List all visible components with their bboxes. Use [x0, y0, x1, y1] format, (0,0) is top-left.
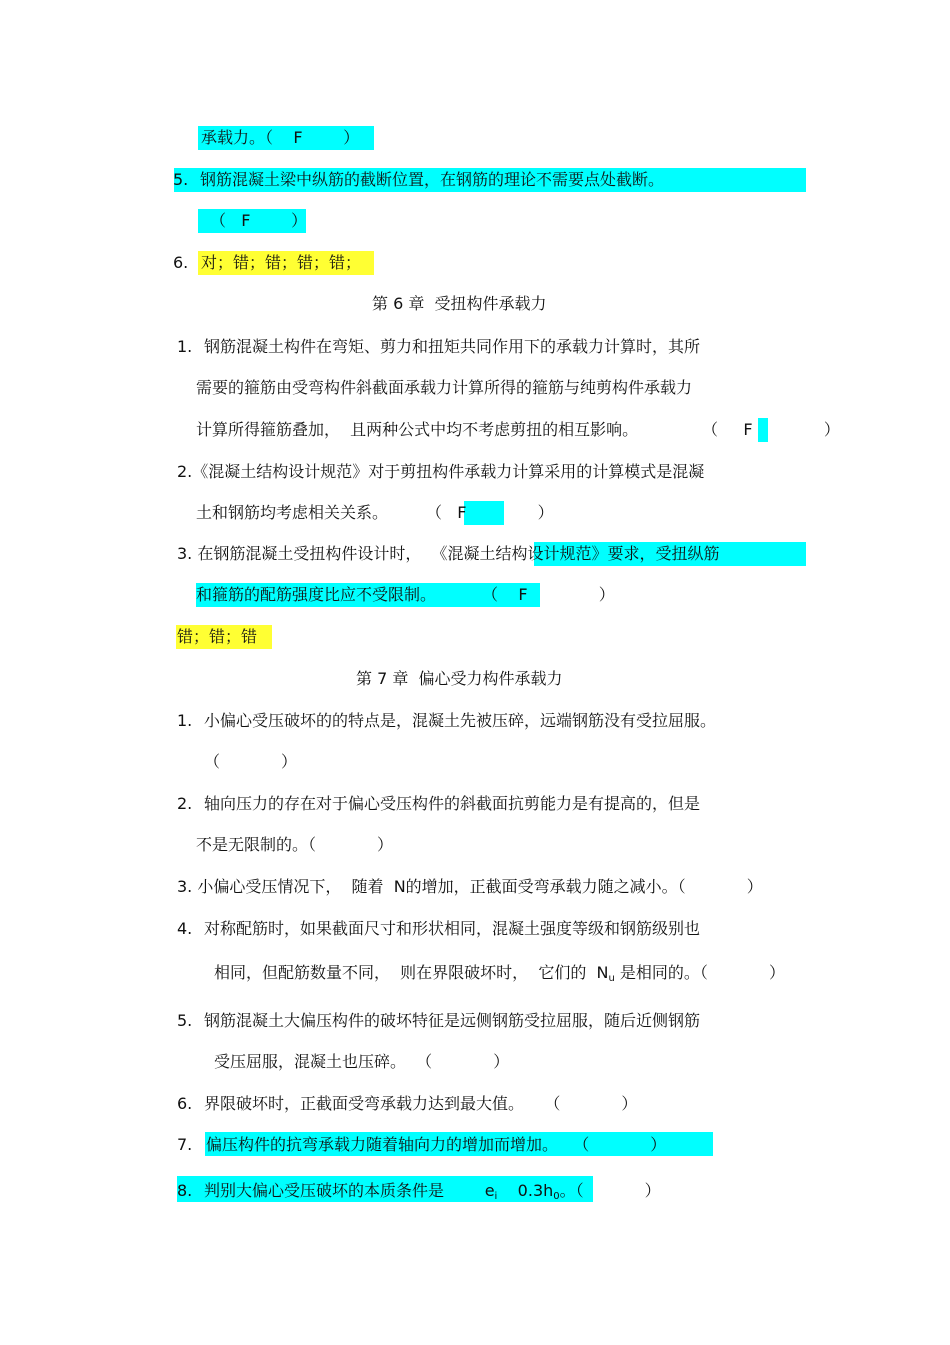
ch7-q2-line1: 轴向压力的存在对于偏心受压构件的斜截面抗剪能力是有提高的，但是: [204, 794, 701, 813]
ch5-q6-number: 6.: [173, 253, 189, 272]
ch6-q1-answer: （ F ）: [702, 420, 840, 439]
ch6-q2-answer: （ F ）: [426, 503, 554, 522]
ch6-q1-line2: 需要的箍筋由受弯构件斜截面承载力计算所得的箍筋与纯剪构件承载力: [196, 378, 693, 397]
ch7-q7-text: 偏压构件的抗弯承载力随着轴向力的增加而增加。 （ ）: [206, 1135, 667, 1154]
ch7-q6-number: 6.: [177, 1094, 193, 1113]
ch7-q6-text: 界限破坏时，正截面受弯承载力达到最大值。 （ ）: [204, 1094, 638, 1113]
ch7-q4-number: 4.: [177, 919, 193, 938]
ch7-q1-number: 1.: [177, 711, 193, 730]
ch7-q2-line2: 不是无限制的。（ ）: [196, 835, 394, 854]
ch7-q4-line1: 对称配筋时，如果截面尺寸和形状相同，混凝土强度等级和钢筋级别也: [204, 919, 701, 938]
ch7-q4-line2: 相同，但配筋数量不同， 则在界限破坏时， 它们的 $N_u$ 是相同的。（ ）: [214, 963, 785, 984]
ch7-q8-number: 8.: [177, 1181, 193, 1200]
ch7-q1-text: 小偏心受压破坏的的特点是，混凝土先被压碎，远端钢筋没有受拉屈服。: [204, 711, 717, 730]
ch6-q2-line1: 2.《混凝土结构设计规范》对于剪扭构件承载力计算采用的计算模式是混凝: [177, 462, 705, 481]
ch5-continuation-line: 承载力。（ F ）: [201, 128, 360, 147]
ch7-q3-text: 3. 小偏心受压情况下， 随着 N的增加，正截面受弯承载力随之减小。（ ）: [177, 877, 763, 896]
chapter6-title: 第 6 章 受扭构件承载力: [372, 294, 547, 313]
ch5-q5-text: 钢筋混凝土梁中纵筋的截断位置，在钢筋的理论不需要点处截断。: [200, 170, 665, 189]
ch5-q5-answer: （ F ）: [210, 211, 308, 230]
ch6-q1-line1: 钢筋混凝土构件在弯矩、剪力和扭矩共同作用下的承载力计算时，其所: [204, 337, 701, 356]
ch6-q3-answer: （ F ）: [482, 585, 615, 604]
ch5-q5-number: 5.: [173, 170, 189, 189]
ch5-q6-text: 对；错；错；错；错；: [201, 253, 362, 272]
ch7-q8-text: 判别大偏心受压破坏的本质条件是 $e_i$ $0.3h_0$。（ ）: [204, 1181, 661, 1202]
ch6-q1-number: 1.: [177, 337, 193, 356]
ch7-q5-line2: 受压屈服，混凝土也压碎。 （ ）: [214, 1052, 510, 1071]
ch6-q3-line1: 3. 在钢筋混凝土受扭构件设计时， 《混凝土结构设计规范》要求，受扭纵筋: [177, 544, 720, 563]
ch6-q1-line3: 计算所得箍筋叠加， 且两种公式中均不考虑剪扭的相互影响。: [196, 420, 639, 439]
ch7-q1-answer: （ ）: [204, 752, 298, 771]
ch7-q5-line1: 钢筋混凝土大偏压构件的破坏特征是远侧钢筋受拉屈服，随后近侧钢筋: [204, 1011, 701, 1030]
ch6-answers: 错；错；错: [177, 627, 258, 646]
ch7-q2-number: 2.: [177, 794, 193, 813]
ch7-q5-number: 5.: [177, 1011, 193, 1030]
ch6-q3-line2: 和箍筋的配筋强度比应不受限制。: [196, 585, 437, 604]
ch7-q7-number: 7.: [177, 1135, 193, 1154]
ch6-q2-line2: 土和钢筋均考虑相关关系。: [196, 503, 389, 522]
chapter7-title: 第 7 章 偏心受力构件承载力: [356, 669, 563, 688]
